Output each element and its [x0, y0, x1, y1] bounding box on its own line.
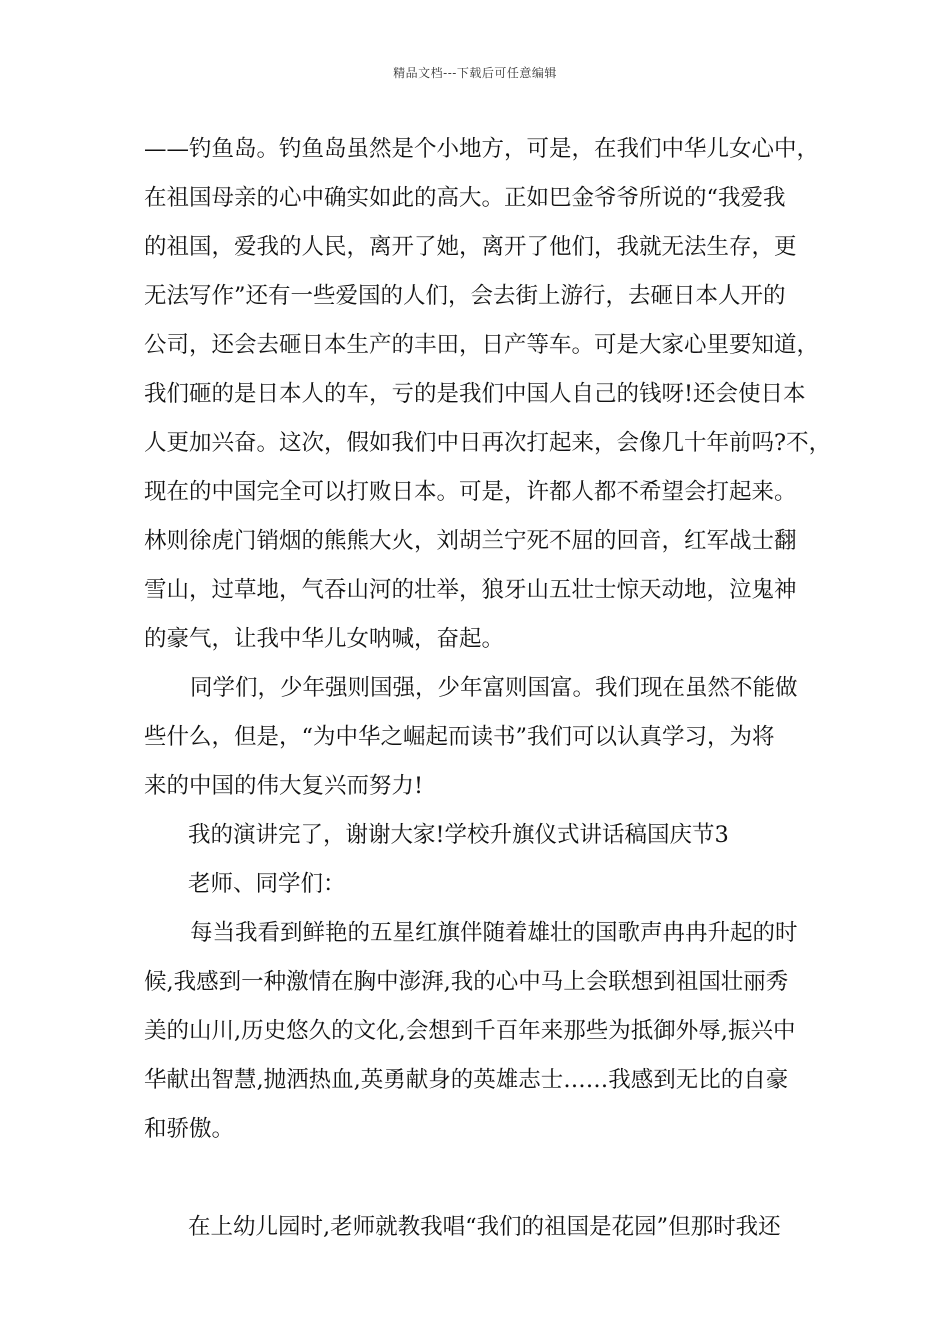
text-line: 的豪气，让我中华儿女呐喊，奋起。	[144, 626, 505, 652]
text-line: 人更加兴奋。这次，假如我们中日再次打起来，会像几十年前吗?不，	[144, 430, 832, 456]
text-line: 和骄傲。	[144, 1116, 235, 1142]
text-line: 雪山，过草地，气吞山河的壮举，狼牙山五壮士惊天动地，泣鬼神	[144, 577, 797, 603]
text-line: 美的山川,历史悠久的文化,会想到千百年来那些为抵御外辱,振兴中	[144, 1018, 796, 1044]
paragraph-start-line: 每当我看到鲜艳的五星红旗伴随着雄壮的国歌声冉冉升起的时	[190, 920, 798, 946]
paragraph-start-line: 同学们，少年强则国强，少年富则国富。我们现在虽然不能做	[190, 675, 798, 701]
text-line: 华献出智慧,抛洒热血,英勇献身的英雄志士……我感到无比的自豪	[144, 1067, 789, 1093]
text-line: 的祖国，爱我的人民，离开了她，离开了他们，我就无法生存，更	[144, 234, 797, 260]
text-line: 现在的中国完全可以打败日本。可是，许都人都不希望会打起来。	[144, 479, 797, 505]
text-line: 无法写作”还有一些爱国的人们，会去街上游行，去砸日本人开的	[144, 283, 786, 309]
text-line: 些什么，但是，“为中华之崛起而读书”我们可以认真学习，为将	[144, 724, 775, 750]
salutation-line: 老师、同学们：	[188, 871, 346, 897]
page-header: 精品文档---下载后可任意编辑	[393, 66, 557, 80]
text-line: 林则徐虎门销烟的熊熊大火，刘胡兰宁死不屈的回音，红军战士翻	[144, 528, 797, 554]
document-body	[144, 125, 834, 1252]
paragraph-start-line: 在上幼儿园时,老师就教我唱“我们的祖国是花园”但那时我还	[188, 1214, 781, 1240]
text-line: 在祖国母亲的心中确实如此的高大。正如巴金爷爷所说的“我爱我	[144, 185, 786, 211]
text-line: 公司，还会去砸日本生产的丰田，日产等车。可是大家心里要知道，	[144, 332, 820, 358]
text-line: 我们砸的是日本人的车，亏的是我们中国人自己的钱呀!还会使日本	[144, 381, 806, 407]
paragraph-gap	[144, 1154, 834, 1203]
text-line: 来的中国的伟大复兴而努力!	[144, 773, 424, 799]
paragraph-start-line: 我的演讲完了，谢谢大家!学校升旗仪式讲话稿国庆节3	[188, 822, 729, 848]
text-line: 候,我感到一种激情在胸中澎湃,我的心中马上会联想到祖国壮丽秀	[144, 969, 789, 995]
text-line: ——钓鱼岛。钓鱼岛虽然是个小地方，可是，在我们中华儿女心中，	[144, 136, 820, 162]
